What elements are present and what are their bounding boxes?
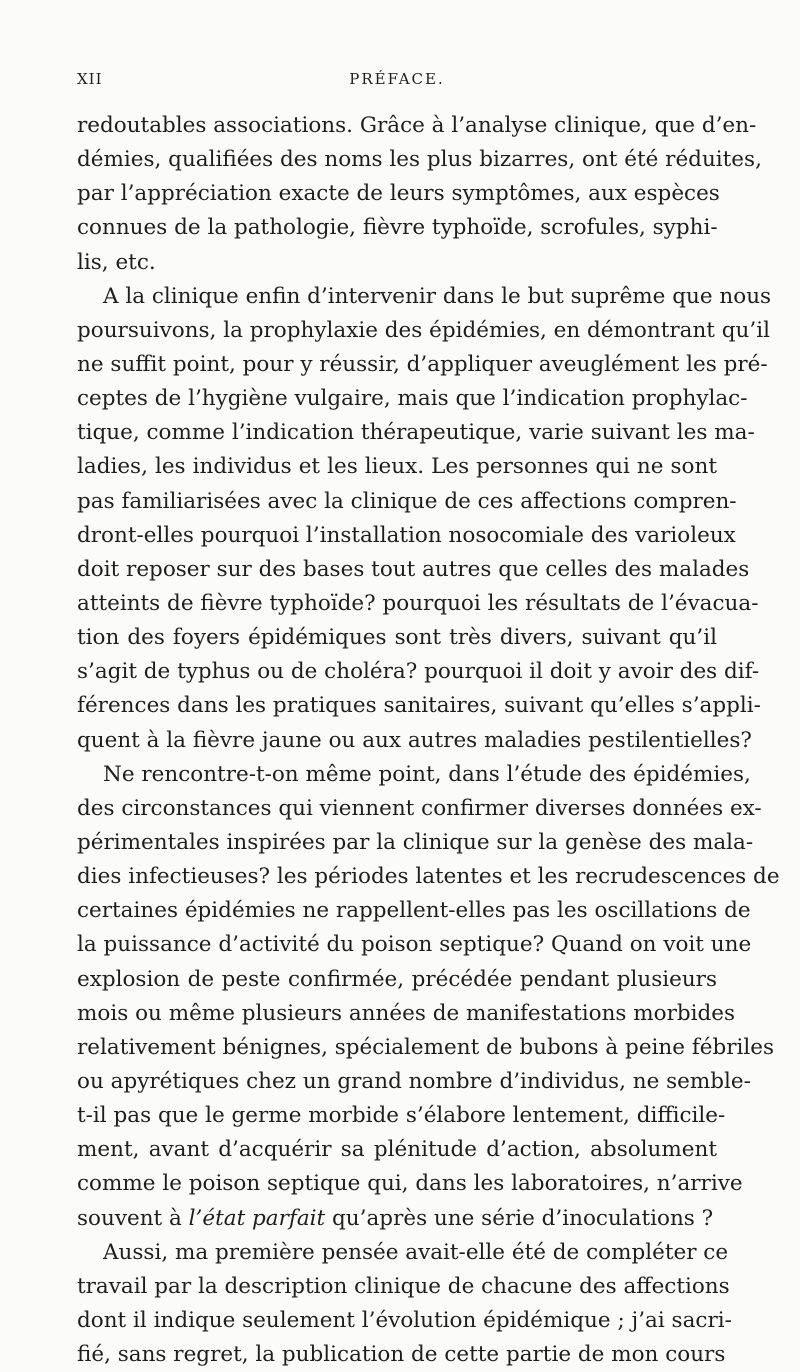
text-line: comme le poison septique qui, dans les laboratoires, n’arrive	[77, 1171, 743, 1197]
text-line: ou apyrétiques chez un grand nombre d’individus, ne semble-	[77, 1068, 751, 1094]
text-line: ceptes de l’hygiène vulgaire, mais que l’indication prophylac-	[77, 386, 748, 412]
text-line: pas familiarisées avec la clinique de ces affections compren-	[77, 488, 737, 514]
text-line: certaines épidémies ne rappellent-elles pas les oscillations de	[77, 898, 751, 924]
text-line: dront-elles pourquoi l’installation nosocomiale des varioleux	[77, 522, 736, 548]
text-line: tion des foyers épidémiques sont très divers, suivant qu’il	[77, 625, 717, 651]
text-line: s’agit de typhus ou de choléra? pourquoi il doit y avoir des dif-	[77, 659, 760, 685]
text-line: A la clinique enfin d’intervenir dans le but suprême que nous	[103, 283, 772, 309]
text-line: dont il indique seulement l’évolution épidémique ; j’ai sacri-	[77, 1307, 732, 1333]
text-line: redoutables associations. Grâce à l’analyse clinique, que d’en-	[77, 113, 757, 138]
text-line: férences dans les pratiques sanitaires, suivant qu’elles s’appli-	[77, 693, 761, 719]
text-line: des circonstances qui viennent confirmer diverses données ex-	[77, 795, 762, 821]
text-line: la puissance d’activité du poison septique? Quand on voit une	[77, 932, 752, 958]
text-line: Ne rencontre-t-on même point, dans l’étude des épidémies,	[103, 761, 751, 787]
text-line: quent à la fièvre jaune ou aux autres maladies pestilentielles?	[77, 727, 752, 753]
text-line: doit reposer sur des bases tout autres que celles des malades	[77, 556, 750, 582]
text-line: fié, sans regret, la publication de cette partie de mon cours	[77, 1342, 726, 1368]
text-line: explosion de peste confirmée, précédée pendant plusieurs	[77, 966, 717, 992]
text-line: relativement bénignes, spécialement de bubons à peine fébriles	[77, 1034, 775, 1060]
text-line: ladies, les individus et les lieux. Les personnes qui ne sont	[77, 454, 717, 480]
text-line: périmentales inspirées par la clinique sur la genèse des mala-	[77, 829, 754, 855]
page-number: XII	[77, 70, 103, 88]
running-title: PRÉFACE.	[349, 70, 445, 88]
text-line: démies, qualifiées des noms les plus bizarres, ont été réduites,	[77, 147, 762, 173]
text-line: poursuivons, la prophylaxie des épidémies, en démontrant qu’il	[77, 317, 770, 343]
text-line	[77, 1202, 717, 1236]
text-line: connues de la pathologie, fièvre typhoïde, scrofules, syphi-	[77, 215, 718, 241]
italic-phrase: l’état parfait	[188, 1205, 326, 1231]
text-line: t-il pas que le germe morbide s’élabore lentement, difficile-	[77, 1103, 726, 1129]
text-run: qu’après une série d’inoculations ?	[325, 1205, 714, 1231]
text-line: par l’appréciation exacte de leurs symptômes, aux espèces	[77, 181, 720, 207]
running-head	[77, 70, 717, 94]
text-line: lis, etc.	[77, 249, 156, 275]
text-line: atteints de fièvre typhoïde? pourquoi les résultats de l’évacua-	[77, 590, 759, 616]
text-line: Aussi, ma première pensée avait-elle été de compléter ce	[103, 1239, 729, 1265]
body-text	[77, 109, 780, 1372]
text-line: mois ou même plusieurs années de manifestations morbides	[77, 1000, 736, 1026]
text-line: ment, avant d’acquérir sa plénitude d’action, absolument	[77, 1137, 717, 1163]
text-run: souvent à	[77, 1205, 189, 1231]
text-line: ne suffit point, pour y réussir, d’appliquer aveuglément les pré-	[77, 351, 768, 377]
text-line: dies infectieuses? les périodes latentes et les recrudescences de	[77, 864, 780, 890]
text-line: travail par la description clinique de chacune des affections	[77, 1273, 730, 1299]
text-line: tique, comme l’indication thérapeutique, varie suivant les ma-	[77, 420, 755, 446]
